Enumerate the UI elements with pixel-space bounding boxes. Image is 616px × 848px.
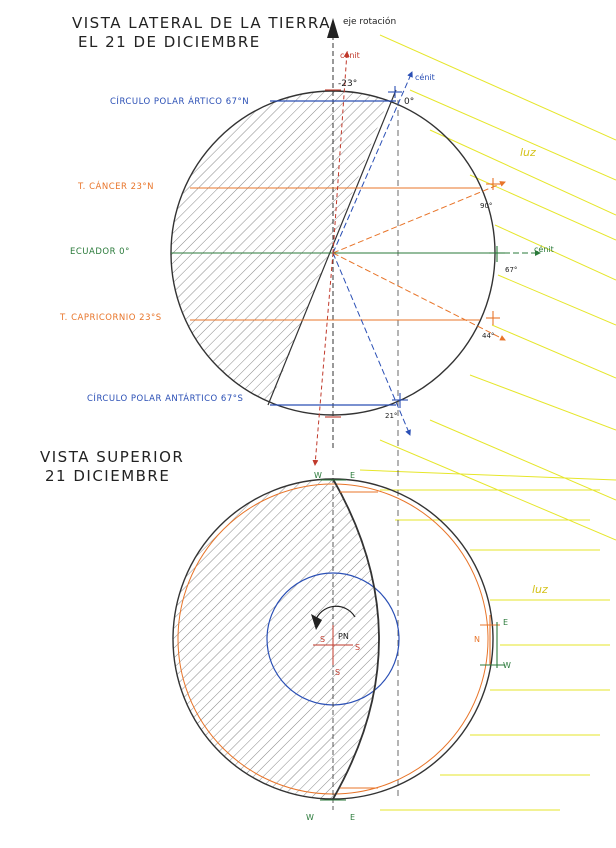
zenith-label-north: cénit bbox=[340, 51, 360, 60]
zenith-south-pole bbox=[315, 253, 333, 465]
side-view-title-line1: VISTA LATERAL DE LA TIERRA bbox=[72, 14, 331, 32]
pole-label: PN bbox=[338, 632, 349, 641]
equator-label: ECUADOR 0° bbox=[70, 247, 130, 257]
cancer-angle: 90° bbox=[480, 202, 493, 210]
side-view-title-line2: EL 21 DE DICIEMBRE bbox=[78, 33, 261, 51]
top-view-title-line2: 21 DICIEMBRE bbox=[45, 467, 171, 485]
arctic-angle: 0° bbox=[404, 97, 415, 107]
light-label-top: luz bbox=[532, 583, 548, 596]
equator-angle: 67° bbox=[505, 266, 518, 274]
zenith-label-equator: cénit bbox=[534, 245, 554, 254]
compass-s-pole-bottom: S bbox=[335, 668, 341, 677]
compass-w-east: W bbox=[503, 661, 511, 670]
compass-s-pole-left: S bbox=[320, 635, 326, 644]
compass-w-top: W bbox=[314, 471, 322, 480]
compass-w-bottom: W bbox=[306, 813, 314, 822]
antarctic-angle: 21° bbox=[385, 412, 398, 420]
compass-s-pole-right: S bbox=[355, 643, 361, 652]
night-region-side bbox=[160, 80, 396, 410]
antarctic-label: CÍRCULO POLAR ANTÁRTICO 67°S bbox=[87, 394, 244, 404]
top-view-title-line1: VISTA SUPERIOR bbox=[40, 448, 185, 466]
compass-e-top: E bbox=[350, 471, 356, 480]
compass-n-east: N bbox=[474, 635, 480, 644]
compass-e-east: E bbox=[503, 618, 509, 627]
arctic-label: CÍRCULO POLAR ÁRTICO 67°N bbox=[110, 97, 250, 107]
axis-label: eje rotación bbox=[343, 17, 397, 27]
zenith-label-arctic: cénit bbox=[415, 73, 435, 82]
capricorn-label: T. CAPRICORNIO 23°S bbox=[60, 313, 162, 323]
compass-e-bottom: E bbox=[350, 813, 356, 822]
tilt-angle-label: -23° bbox=[338, 79, 358, 89]
top-view-globe bbox=[160, 470, 505, 810]
cancer-label: T. CÁNCER 23°N bbox=[78, 182, 155, 192]
zenith-capricorn bbox=[333, 253, 505, 340]
zenith-antarctic bbox=[333, 253, 410, 435]
light-label-side: luz bbox=[520, 146, 536, 159]
capricorn-angle: 44° bbox=[482, 332, 495, 340]
